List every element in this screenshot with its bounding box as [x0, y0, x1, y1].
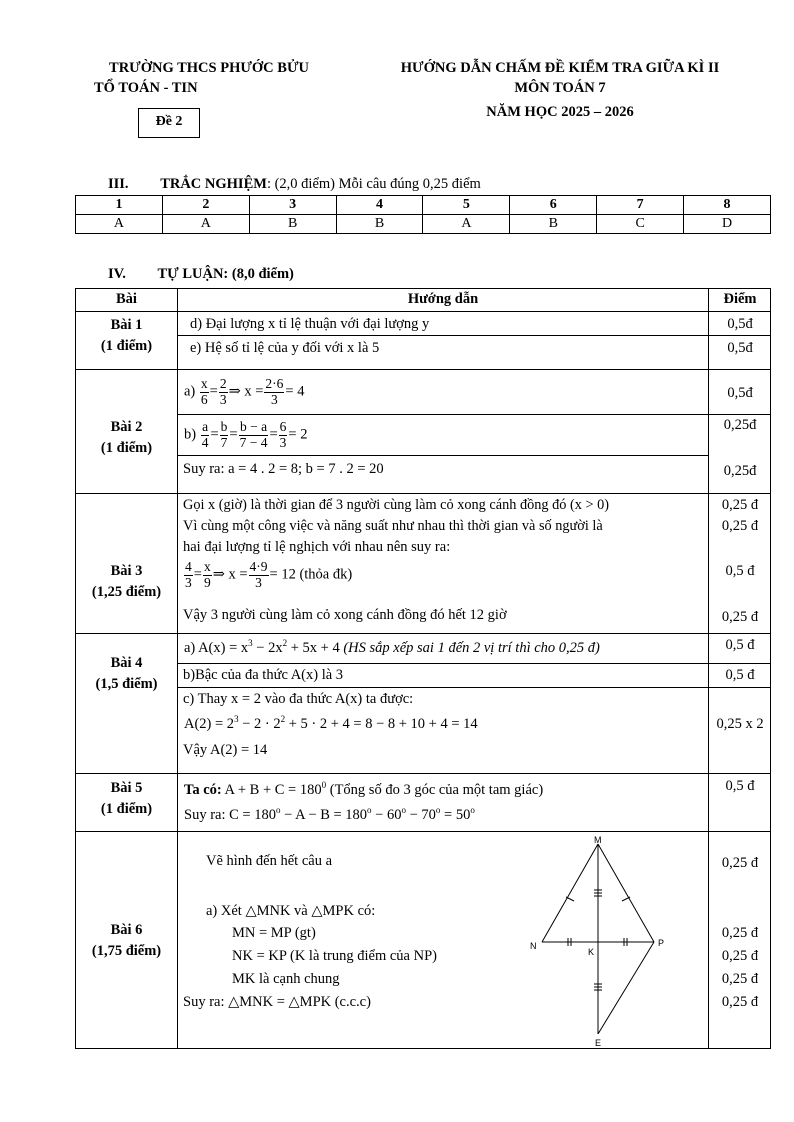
essay-table [75, 288, 771, 1049]
subject-title: MÔN TOÁN 7 [514, 80, 606, 96]
col-bai: Bài [116, 291, 137, 307]
triangle-figure [526, 834, 666, 1049]
label-n: N [530, 941, 537, 951]
bai6-line2: a) Xét △MNK và △MPK có: [206, 903, 376, 919]
tick-mn [566, 897, 574, 901]
bai4-b: b)Bậc của đa thức A(x) là 3 [183, 667, 344, 683]
mc-roman: III. [108, 176, 129, 192]
mc-q: 3 [249, 196, 336, 215]
exam-code-box: Đề 2 [138, 108, 200, 138]
mc-q: 4 [336, 196, 423, 215]
bai3-points-3: 0,5 đ [725, 563, 755, 579]
bai3-points-4: 0,25 đ [721, 609, 759, 625]
label-m: M [594, 835, 602, 845]
bai3-line3: hai đại lượng tỉ lệ nghịch với nhau nên suy ra: [183, 539, 451, 555]
department-name: TỔ TOÁN - TIN [94, 80, 198, 96]
bai4-c3: Vậy A(2) = 14 [183, 742, 268, 758]
bai6-points-1: 0,25 đ [721, 855, 759, 871]
mc-section-heading [108, 176, 481, 193]
bai2-b-points: 0,25đ [723, 417, 757, 433]
bai6-points-4: 0,25 đ [721, 971, 759, 987]
bai6-line5: MK là cạnh chung [232, 971, 340, 987]
school-name: TRƯỜNG THCS PHƯỚC BỬU [109, 60, 309, 76]
mc-a: A [162, 215, 249, 234]
mc-title: TRẮC NGHIỆM [160, 176, 267, 192]
mc-a: B [336, 215, 423, 234]
doc-title: HƯỚNG DẪN CHẤM ĐỀ KIỂM TRA GIỮA KÌ II [400, 60, 720, 76]
bai3-label: Bài 3 (1,25 điểm) [91, 563, 162, 600]
bai3-line2: Vì cùng một công việc và năng suất như nhau thì thời gian và số người là [183, 518, 603, 534]
bai1-label: Bài 1 (1 điểm) [100, 317, 153, 354]
mc-question-row [76, 196, 771, 215]
school-year: NĂM HỌC 2025 – 2026 [486, 104, 634, 120]
mc-q: 2 [162, 196, 249, 215]
segment-pe [598, 942, 654, 1034]
bai4-a-points: 0,5 đ [725, 637, 755, 653]
bai4-c-points: 0,25 x 2 [716, 716, 764, 732]
bai3-line5: Vậy 3 người cùng làm cỏ xong cánh đồng đó hết 12 giờ [183, 607, 507, 623]
bai1-e: e) Hệ số tỉ lệ của y đối với x là 5 [190, 340, 380, 356]
segment-mp [598, 844, 654, 942]
mc-a: C [597, 215, 684, 234]
bai3-equation: $\frac{4}{3}$ = $\frac{x}{9}$ ⇒ x = $\frac{4\cdot 9}{3}$ = 12 (thỏa đk) [185, 559, 353, 590]
col-points: Điểm [723, 291, 757, 307]
bai5-label: Bài 5 (1 điểm) [100, 780, 153, 817]
bai1-d: d) Đại lượng x tỉ lệ thuận với đại lượng y [190, 316, 430, 332]
bai4-c2: $A(2) = 2^3 - 2 \cdot 2^2 + 5 \cdot 2 + 4 = 8 - 8 + 10 + 4 = 14$ [184, 714, 478, 732]
mc-note: : (2,0 điểm) Mỗi câu đúng 0,25 điểm [266, 176, 481, 192]
bai6-label: Bài 6 (1,75 điểm) [91, 922, 162, 959]
mc-q: 8 [684, 196, 771, 215]
bai6-points-5: 0,25 đ [721, 994, 759, 1010]
bai6-line4: NK = KP (K là trung điểm của NP) [232, 948, 437, 964]
bai6-line6: Suy ra: △MNK = △MPK (c.c.c) [183, 994, 371, 1010]
bai2-conclusion: Suy ra: a = 4 . 2 = 8; b = 7 . 2 = 20 [183, 461, 384, 477]
bai5-line1: Ta có: $A + B + C = 180^0$ (Tổng số đo 3 góc của một tam giác) [184, 780, 544, 798]
segment-mn [542, 844, 598, 942]
col-guide: Hướng dẫn [407, 291, 479, 307]
mc-a: A [423, 215, 510, 234]
mc-q: 7 [597, 196, 684, 215]
bai4-label: Bài 4 (1,5 điểm) [95, 655, 158, 692]
mc-answer-row [76, 215, 771, 234]
bai3-points-1: 0,25 đ [721, 497, 759, 513]
mc-a: A [76, 215, 163, 234]
bai6-line3: MN = MP (gt) [232, 925, 316, 941]
bai1-e-points: 0,5đ [727, 340, 753, 356]
essay-section-heading [108, 266, 294, 283]
bai4-a: a) $A(x) = x^3 - 2x^2 + 5x + 4$ (HS sắp xếp sai 1 đến 2 vị trí thì cho 0,25 đ) [184, 638, 600, 656]
bai3-line1: Gọi x (giờ) là thời gian để 3 người cùng làm cỏ xong cánh đồng đó (x > 0) [183, 497, 610, 513]
bai2-c-points: 0,25đ [723, 463, 757, 479]
mc-answer-table [75, 195, 771, 234]
bai6-points-2: 0,25 đ [721, 925, 759, 941]
bai2-label: Bài 2 (1 điểm) [100, 419, 153, 456]
bai6-points-3: 0,25 đ [721, 948, 759, 964]
mc-q: 5 [423, 196, 510, 215]
bai5-line2: Suy ra: $C = 180^o - A - B = 180^o - 60^o - 70^o = 50^o$ [184, 805, 475, 823]
mc-a: D [684, 215, 771, 234]
bai6-line1: Vẽ hình đến hết câu a [206, 853, 333, 869]
label-k: K [588, 947, 595, 957]
bai1-d-points: 0,5đ [727, 316, 753, 332]
label-e: E [595, 1038, 602, 1048]
bai5-points: 0,5 đ [725, 778, 755, 794]
bai2-a-points: 0,5đ [727, 385, 753, 401]
bai4-c1: c) Thay x = 2 vào đa thức A(x) ta được: [183, 691, 414, 707]
label-p: P [658, 938, 665, 948]
mc-a: B [249, 215, 336, 234]
bai4-b-points: 0,5 đ [725, 667, 755, 683]
bai3-points-2: 0,25 đ [721, 518, 759, 534]
mc-q: 6 [510, 196, 597, 215]
essay-title: TỰ LUẬN: (8,0 điểm) [157, 266, 294, 282]
bai2-a: a) $\frac{x}{6}$ = $\frac{2}{3}$ ⇒ x = $\frac{2\cdot 6}{3}$ = 4 [184, 376, 305, 407]
essay-roman: IV. [108, 266, 126, 282]
bai2-b: b) $\frac{a}{4}$ = $\frac{b}{7}$ = $\frac{b - a}{7 - 4}$ = $\frac{6}{3}$ = 2 [184, 419, 308, 450]
mc-q: 1 [76, 196, 163, 215]
mc-a: B [510, 215, 597, 234]
tick-mp [622, 897, 630, 901]
